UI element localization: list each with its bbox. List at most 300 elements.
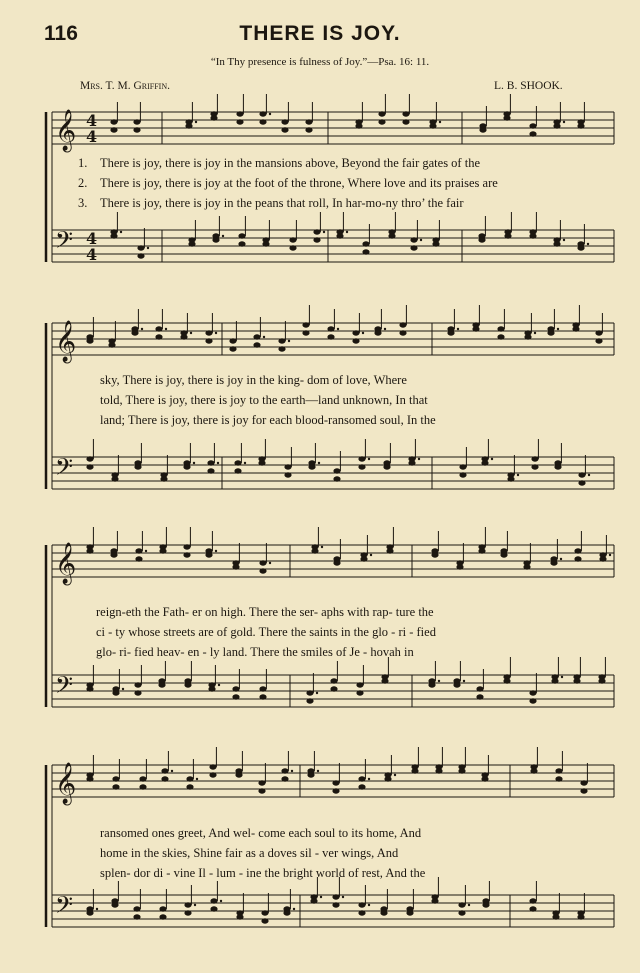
- dot: [418, 458, 420, 460]
- note-head: [259, 694, 266, 699]
- note-head: [529, 698, 536, 703]
- note-head: [235, 772, 242, 777]
- note-head: [333, 476, 340, 481]
- note-head: [374, 330, 381, 335]
- note-head: [111, 476, 118, 481]
- dot: [438, 680, 440, 682]
- time-signature: 4: [86, 127, 98, 146]
- dot: [370, 554, 372, 556]
- note-head: [453, 682, 460, 687]
- system-4-verse-3: splen- dor di - vine Il - lum - ine the bright world of rest, And the: [100, 866, 426, 880]
- dot: [384, 328, 386, 330]
- note-head: [205, 338, 212, 343]
- note-head: [551, 678, 558, 683]
- note-head: [307, 772, 314, 777]
- note-head: [531, 464, 538, 469]
- note-head: [289, 237, 296, 242]
- note-head: [580, 780, 587, 785]
- note-head: [133, 906, 140, 911]
- note-head: [207, 460, 214, 465]
- note-head: [306, 698, 313, 703]
- note-head: [111, 902, 118, 907]
- note-head: [598, 678, 605, 683]
- note-head: [497, 334, 504, 339]
- note-head: [402, 119, 409, 124]
- note-head: [555, 768, 562, 773]
- note-head: [459, 464, 466, 469]
- system-1-verse-1: 1. There is joy, there is joy in the mansions above, Beyond the fair gates of the: [78, 156, 480, 170]
- note-head: [595, 330, 602, 335]
- note-head: [208, 686, 215, 691]
- note-head: [278, 338, 285, 343]
- note-head: [410, 237, 417, 242]
- note-head: [355, 123, 362, 128]
- note-head: [530, 768, 537, 773]
- note-head: [553, 123, 560, 128]
- note-head: [529, 233, 536, 238]
- note-head: [497, 326, 504, 331]
- note-head: [553, 241, 560, 246]
- dot: [563, 239, 565, 241]
- note-head: [139, 784, 146, 789]
- note-head: [180, 334, 187, 339]
- note-head: [161, 776, 168, 781]
- note-head: [160, 476, 167, 481]
- note-head: [133, 914, 140, 919]
- note-head: [110, 552, 117, 557]
- note-head: [358, 464, 365, 469]
- dot: [587, 243, 589, 245]
- note-head: [358, 784, 365, 789]
- note-head: [352, 338, 359, 343]
- time-signature: 4: [86, 229, 98, 248]
- dot: [368, 904, 370, 906]
- dot: [269, 113, 271, 115]
- note-head: [358, 902, 365, 907]
- treble-clef-icon: 𝄞: [55, 321, 77, 362]
- system-2-verse-2: told, There is joy, there is joy to the earth—land unknown, In that: [100, 393, 428, 407]
- note-head: [284, 464, 291, 469]
- note-head: [238, 233, 245, 238]
- note-head: [310, 898, 317, 903]
- note-head: [327, 334, 334, 339]
- dot: [342, 896, 344, 898]
- note-head: [137, 253, 144, 258]
- note-head: [86, 338, 93, 343]
- system-1-verse-3: 3. There is joy, there is joy in the peans that roll, In har-mo-ny thro’ the fair: [78, 196, 464, 210]
- note-head: [229, 346, 236, 351]
- note-head: [574, 548, 581, 553]
- note-head: [380, 910, 387, 915]
- note-head: [284, 472, 291, 477]
- dot: [346, 231, 348, 233]
- note-head: [158, 682, 165, 687]
- dot: [165, 328, 167, 330]
- note-head: [574, 556, 581, 561]
- dot: [517, 474, 519, 476]
- dot: [362, 332, 364, 334]
- note-head: [573, 678, 580, 683]
- treble-clef-icon: 𝄞: [55, 763, 77, 804]
- note-head: [184, 902, 191, 907]
- note-head: [577, 245, 584, 250]
- note-head: [112, 776, 119, 781]
- note-head: [552, 914, 559, 919]
- note-head: [332, 788, 339, 793]
- note-head: [479, 127, 486, 132]
- note-head: [302, 322, 309, 327]
- dot: [534, 332, 536, 334]
- note-head: [383, 464, 390, 469]
- note-head: [131, 330, 138, 335]
- note-head: [259, 560, 266, 565]
- note-head: [188, 241, 195, 246]
- note-head: [547, 330, 554, 335]
- note-head: [362, 241, 369, 246]
- dot: [217, 462, 219, 464]
- note-head: [333, 560, 340, 565]
- note-head: [259, 111, 266, 116]
- note-head: [86, 910, 93, 915]
- note-head: [428, 682, 435, 687]
- note-head: [386, 548, 393, 553]
- dot: [557, 328, 559, 330]
- hymn-title: THERE IS JOY.: [239, 22, 401, 45]
- dot: [457, 328, 459, 330]
- note-head: [378, 119, 385, 124]
- note-head: [399, 322, 406, 327]
- note-head: [550, 560, 557, 565]
- note-head: [399, 330, 406, 335]
- dot: [323, 231, 325, 233]
- dot: [269, 562, 271, 564]
- note-head: [352, 330, 359, 335]
- note-head: [478, 548, 485, 553]
- note-head: [112, 784, 119, 789]
- note-head: [577, 914, 584, 919]
- note-head: [362, 249, 369, 254]
- dot: [195, 121, 197, 123]
- time-signature: 4: [86, 111, 98, 130]
- note-head: [330, 678, 337, 683]
- dot: [193, 462, 195, 464]
- treble-clef-icon: 𝄞: [55, 110, 77, 151]
- dot: [368, 458, 370, 460]
- lyricist-credit: Mrs. T. M. Griffin.: [80, 80, 170, 92]
- note-head: [184, 910, 191, 915]
- note-head: [555, 776, 562, 781]
- dot: [491, 458, 493, 460]
- note-head: [259, 568, 266, 573]
- note-head: [481, 776, 488, 781]
- bass-clef-icon: 𝄢: [55, 226, 74, 259]
- bass-clef-icon: 𝄢: [55, 453, 74, 486]
- dot: [122, 688, 124, 690]
- note-head: [210, 115, 217, 120]
- note-head: [253, 342, 260, 347]
- composer-credit: L. B. SHOOK.: [494, 80, 563, 92]
- note-head: [431, 552, 438, 557]
- dot: [145, 550, 147, 552]
- note-head: [358, 776, 365, 781]
- note-head: [261, 910, 268, 915]
- dot: [321, 546, 323, 548]
- note-head: [411, 768, 418, 773]
- note-head: [139, 776, 146, 781]
- note-head: [232, 694, 239, 699]
- note-head: [86, 686, 93, 691]
- note-head: [578, 472, 585, 477]
- system-3-verse-2: ci - ty whose streets are of gold. There the saints in the glo - ri - fied: [96, 625, 436, 639]
- note-head: [186, 776, 193, 781]
- note-head: [209, 764, 216, 769]
- dot: [318, 462, 320, 464]
- dot: [141, 328, 143, 330]
- note-head: [447, 330, 454, 335]
- note-head: [209, 772, 216, 777]
- note-head: [281, 768, 288, 773]
- note-head: [406, 910, 413, 915]
- dot: [320, 896, 322, 898]
- dot: [563, 121, 565, 123]
- note-head: [183, 544, 190, 549]
- note-head: [313, 237, 320, 242]
- note-head: [134, 464, 141, 469]
- note-head: [305, 119, 312, 124]
- note-head: [232, 686, 239, 691]
- note-head: [281, 776, 288, 781]
- note-head: [503, 678, 510, 683]
- system-2-verse-1: sky, There is joy, there is joy in the king- dom of love, Where: [100, 373, 407, 387]
- note-head: [110, 119, 117, 124]
- dot: [561, 676, 563, 678]
- note-head: [529, 123, 536, 128]
- note-head: [137, 245, 144, 250]
- note-head: [258, 460, 265, 465]
- dot: [96, 908, 98, 910]
- note-head: [86, 548, 93, 553]
- note-head: [572, 326, 579, 331]
- dot: [394, 774, 396, 776]
- system-2-verse-3: land; There is joy, there is joy for each blood-ransomed soul, In the: [100, 413, 436, 427]
- note-head: [431, 898, 438, 903]
- bass-clef-icon: 𝄢: [55, 671, 74, 704]
- note-head: [159, 548, 166, 553]
- system-3-verse-1: reign-eth the Fath- er on high. There the ser- aphs with rap- ture the: [96, 605, 434, 619]
- note-head: [308, 464, 315, 469]
- dot: [317, 770, 319, 772]
- note-head: [456, 564, 463, 569]
- note-head: [333, 468, 340, 473]
- note-head: [311, 548, 318, 553]
- note-head: [458, 910, 465, 915]
- dot: [190, 332, 192, 334]
- note-head: [261, 918, 268, 923]
- treble-clef-icon: 𝄞: [55, 543, 77, 584]
- note-head: [207, 468, 214, 473]
- note-head: [524, 334, 531, 339]
- note-head: [86, 456, 93, 461]
- note-head: [135, 556, 142, 561]
- note-head: [458, 768, 465, 773]
- system-4-verse-1: ransomed ones greet, And wel- come each soul to its home, And: [100, 826, 422, 840]
- note-head: [500, 552, 507, 557]
- note-head: [259, 119, 266, 124]
- dot: [420, 239, 422, 241]
- note-head: [531, 456, 538, 461]
- note-head: [283, 910, 290, 915]
- dot: [560, 558, 562, 560]
- dot: [293, 908, 295, 910]
- note-head: [458, 902, 465, 907]
- note-head: [476, 694, 483, 699]
- note-head: [332, 902, 339, 907]
- note-head: [205, 330, 212, 335]
- note-head: [482, 902, 489, 907]
- dot: [215, 550, 217, 552]
- note-head: [258, 788, 265, 793]
- note-head: [356, 690, 363, 695]
- dot: [244, 462, 246, 464]
- note-head: [507, 476, 514, 481]
- note-head: [332, 780, 339, 785]
- note-head: [262, 241, 269, 246]
- note-head: [155, 334, 162, 339]
- note-head: [184, 682, 191, 687]
- dot: [194, 904, 196, 906]
- note-head: [212, 237, 219, 242]
- note-head: [86, 464, 93, 469]
- note-head: [159, 906, 166, 911]
- system-1-verse-2: 2. There is joy, there is joy at the foot of the throne, Where love and its praises are: [78, 176, 498, 190]
- system-3-verse-3: glo- ri- fied heav- en - ly land. There the smiles of Je - hovah in: [96, 645, 414, 659]
- note-head: [554, 464, 561, 469]
- dot: [147, 247, 149, 249]
- note-head: [410, 245, 417, 250]
- note-head: [302, 330, 309, 335]
- note-head: [356, 682, 363, 687]
- dot: [220, 900, 222, 902]
- note-head: [161, 768, 168, 773]
- note-head: [289, 245, 296, 250]
- note-head: [281, 119, 288, 124]
- dot: [368, 778, 370, 780]
- note-head: [86, 776, 93, 781]
- system-4-score: [0, 765, 640, 965]
- note-head: [133, 119, 140, 124]
- note-head: [429, 123, 436, 128]
- note-head: [435, 768, 442, 773]
- bass-clef-icon: 𝄢: [55, 891, 74, 924]
- note-head: [476, 686, 483, 691]
- note-head: [253, 334, 260, 339]
- note-head: [281, 127, 288, 132]
- note-head: [110, 233, 117, 238]
- note-head: [234, 460, 241, 465]
- dot: [171, 770, 173, 772]
- note-head: [236, 111, 243, 116]
- note-head: [306, 690, 313, 695]
- note-head: [236, 119, 243, 124]
- note-head: [459, 472, 466, 477]
- note-head: [577, 123, 584, 128]
- note-head: [278, 346, 285, 351]
- note-head: [210, 906, 217, 911]
- note-head: [503, 115, 510, 120]
- note-head: [381, 678, 388, 683]
- dot: [609, 554, 611, 556]
- note-head: [259, 686, 266, 691]
- note-head: [523, 564, 530, 569]
- dot: [222, 235, 224, 237]
- note-head: [332, 894, 339, 899]
- dot: [120, 231, 122, 233]
- note-head: [183, 552, 190, 557]
- dot: [337, 328, 339, 330]
- note-head: [236, 914, 243, 919]
- note-head: [504, 233, 511, 238]
- note-head: [578, 480, 585, 485]
- note-head: [258, 780, 265, 785]
- note-head: [432, 241, 439, 246]
- note-head: [336, 233, 343, 238]
- page-number: 116: [44, 22, 78, 45]
- note-head: [472, 326, 479, 331]
- note-head: [358, 910, 365, 915]
- note-head: [232, 564, 239, 569]
- dot: [196, 778, 198, 780]
- note-head: [185, 123, 192, 128]
- note-head: [108, 342, 115, 347]
- dot: [468, 904, 470, 906]
- note-head: [384, 776, 391, 781]
- note-head: [388, 233, 395, 238]
- dot: [463, 680, 465, 682]
- note-head: [529, 898, 536, 903]
- note-head: [133, 127, 140, 132]
- note-head: [402, 111, 409, 116]
- dot: [316, 692, 318, 694]
- note-head: [112, 690, 119, 695]
- system-4-verse-2: home in the skies, Shine fair as a doves sil - ver wings, And: [100, 846, 399, 860]
- note-head: [238, 241, 245, 246]
- note-head: [234, 468, 241, 473]
- note-head: [378, 111, 385, 116]
- dot: [588, 474, 590, 476]
- time-signature: 4: [86, 245, 98, 264]
- note-head: [599, 556, 606, 561]
- note-head: [408, 460, 415, 465]
- note-head: [186, 784, 193, 789]
- note-head: [110, 127, 117, 132]
- dot: [215, 332, 217, 334]
- dot: [218, 684, 220, 686]
- scripture-epigraph: “In Thy presence is fulness of Joy.”—Psa. 16: 11.: [210, 56, 430, 68]
- note-head: [229, 338, 236, 343]
- dot: [263, 336, 265, 338]
- note-head: [327, 326, 334, 331]
- note-head: [529, 906, 536, 911]
- note-head: [135, 548, 142, 553]
- dot: [291, 770, 293, 772]
- note-head: [478, 237, 485, 242]
- note-head: [529, 131, 536, 136]
- note-head: [205, 552, 212, 557]
- dot: [439, 121, 441, 123]
- note-head: [134, 682, 141, 687]
- note-head: [595, 338, 602, 343]
- note-head: [159, 914, 166, 919]
